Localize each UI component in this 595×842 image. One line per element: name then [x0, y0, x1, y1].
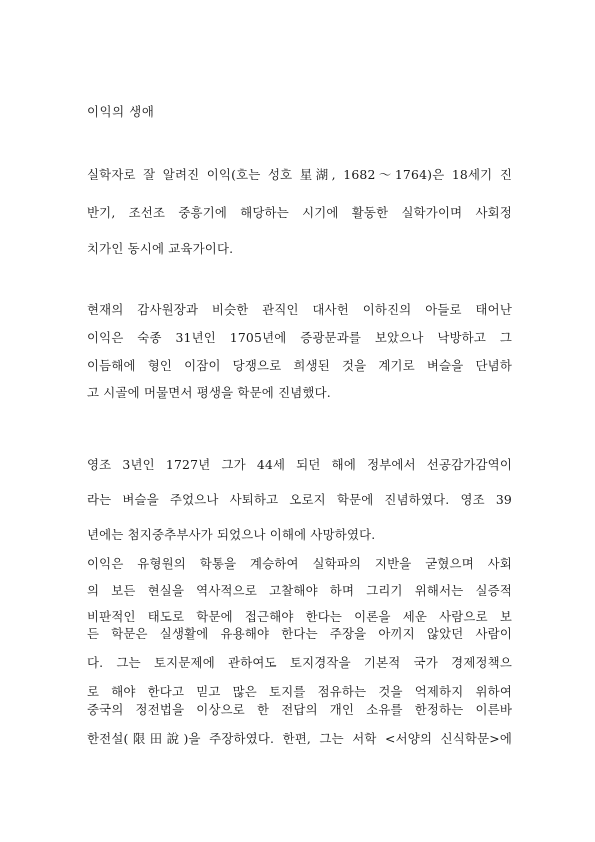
paragraph-line: 비판적인 태도로 학문에 접근해야 한다는 이론을 세운 사람으로 보 [87, 609, 512, 624]
paragraph-line: 이익은 숙종 31년인 1705년에 증광문과를 보았으나 낙방하고 그 [87, 330, 512, 345]
document-title: 이익의 생애 [87, 104, 155, 119]
paragraph-line: 든 학문은 실생활에 유용해야 한다는 주장을 아끼지 않았던 사람이 [87, 626, 512, 641]
paragraph-line: 중국의 정전법을 이상으로 한 전답의 개인 소유를 한정하는 이른바 [87, 702, 512, 717]
paragraph-line: 이듬해에 형인 이잠이 당쟁으로 희생된 것을 계기로 벼슬을 단념하 [87, 358, 512, 373]
paragraph-line: 라는 벼슬을 주었으나 사퇴하고 오로지 학문에 진념하였다. 영조 39 [87, 492, 512, 507]
paragraph-line: 치가인 동시에 교육가이다. [87, 241, 234, 256]
paragraph-line: 영조 3년인 1727년 그가 44세 되던 해에 정부에서 선공감가감역이 [87, 457, 512, 472]
paragraph-line: 현재의 감사원장과 비슷한 관직인 대사헌 이하진의 아들로 태어난 [87, 302, 512, 317]
paragraph-line: 년에는 첨지중추부사가 되었으나 이해에 사망하였다. [87, 527, 376, 542]
paragraph-line: 다. 그는 토지문제에 관하여도 토지경작을 기본적 국가 경제정책으 [87, 655, 512, 670]
paragraph-line: 한전설(限田說)을 주장하였다. 한편, 그는 서학 <서양의 신식학문>에 [87, 731, 512, 746]
paragraph-line: 고 시골에 머물면서 평생을 학문에 진념했다. [87, 385, 331, 400]
paragraph-line: 실학자로 잘 알려진 이익(호는 성호 星湖, 1682～1764)은 18세기 진 [87, 167, 512, 182]
paragraph-line: 의 보든 현실을 역사적으로 고찰해야 하며 그리기 위해서는 실증적 [87, 583, 512, 598]
paragraph-line: 반기, 조선조 중흥기에 해당하는 시기에 활동한 실학가이며 사회정 [87, 205, 512, 220]
paragraph-line: 이익은 유형원의 학통을 계승하여 실학파의 지반을 굳혔으며 사회 [87, 556, 512, 571]
paragraph-line: 로 해야 한다고 믿고 많은 토지를 점유하는 것을 억제하지 위하여 [87, 684, 512, 699]
